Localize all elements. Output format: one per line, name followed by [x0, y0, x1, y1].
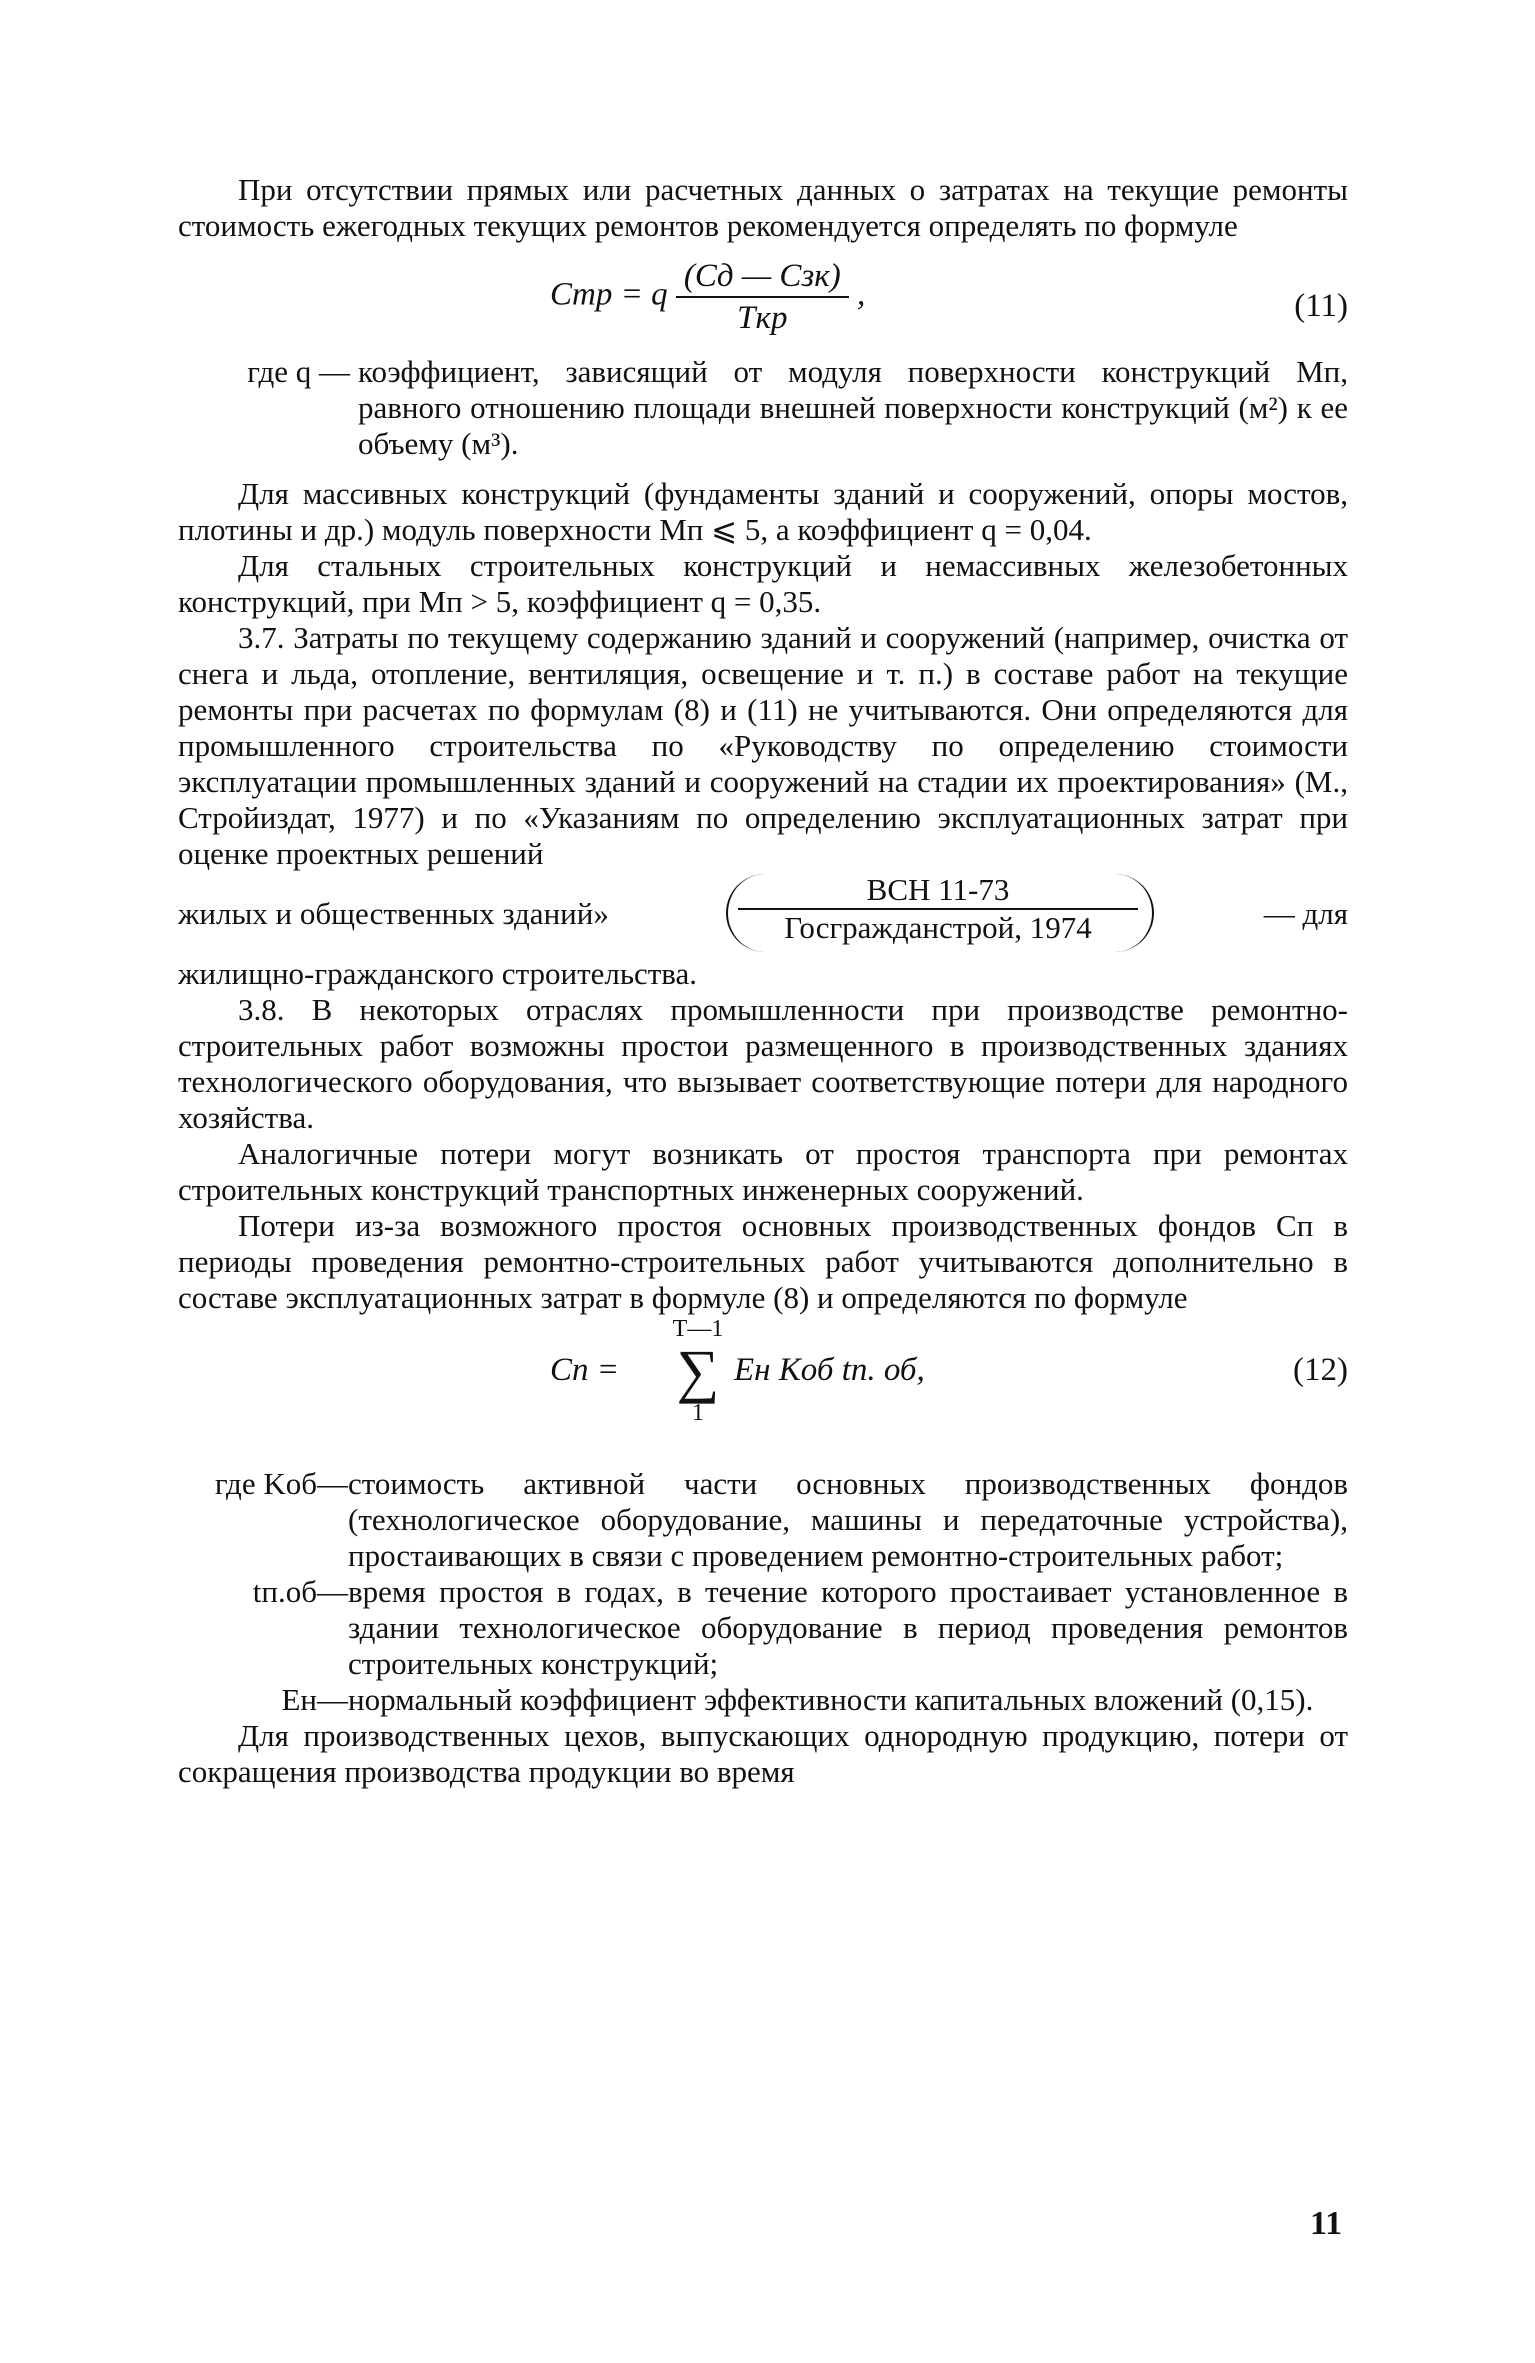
paragraph-production: Для производственных цехов, выпускающих однородную продукцию, потери от сокращения производства продукции во время	[178, 1718, 1348, 1789]
paragraph-3-7: 3.7. Затраты по текущему содержанию зданий и сооружений (например, очистка от снега и льда, отопление, вентиляция, освещение и т. п.) в составе работ на текущие ремонты при расчетах по формулам (8) и (11) не учитываются. Они определяются для промышленного строительства по «Руководству по определению стоимости эксплуатации промышленных зданий и сооружений на стадии их проектирования» (М., Стройиздат, 1977) и по «Указаниям по определению эксплуатационных затрат при оценке проектных решений	[178, 620, 1348, 871]
where-1-label: где q —	[247, 354, 350, 389]
formula-12	[178, 1316, 1348, 1466]
formula-11	[178, 244, 1348, 354]
formula-11-tail: ,	[856, 276, 866, 313]
formula-11-denominator: Tкр	[737, 300, 788, 336]
formula-12-number: (12)	[1293, 1352, 1348, 1388]
where-2-desc-0: стоимость активной части основных производственных фондов (технологическое оборудование, машины и передаточные устройства), простаивающих в связи с проведением ремонтно-строительных работ;	[348, 1466, 1348, 1573]
where-2-label-2: Eн—	[281, 1682, 348, 1717]
where-1-desc: коэффициент, зависящий от модуля поверхности конструкций Mп, равного отношению площади внешней поверхности конструкций (м²) к ее объему (м³).	[358, 354, 1348, 461]
formula-12-upper: T—1	[672, 1316, 724, 1342]
formula-12-lhs: Cп =	[550, 1352, 620, 1388]
where-2-desc-2: нормальный коэффициент эффективности капитальных вложений (0,15).	[348, 1682, 1314, 1717]
paragraph-transport: Аналогичные потери могут возникать от простоя транспорта при ремонтах строительных конструкций транспортных инженерных сооружений.	[178, 1136, 1348, 1207]
ref-left-text: жилых и общественных зданий»	[178, 896, 609, 931]
formula-12-sum	[668, 1316, 728, 1426]
ref-right-text: — для	[1263, 896, 1348, 931]
paragraph-losses: Потери из-за возможного простоя основных производственных фондов Cп в периоды проведения ремонтно-строительных работ учитываются дополнительно в составе эксплуатационных затрат в формуле (8) и определяются по формуле	[178, 1208, 1348, 1315]
formula-12-body: Eн Kоб tп. об,	[734, 1352, 925, 1388]
paragraph-steel: Для стальных строительных конструкций и немассивных железобетонных конструкций, при Mп > 5, коэффициент q = 0,35.	[178, 548, 1348, 619]
ref-fraction-bottom: Госгражданстрой, 1974	[784, 910, 1092, 945]
formula-11-lhs: Cтр = q	[550, 276, 668, 313]
where-block-1	[178, 354, 1348, 462]
reference-fraction-line	[178, 872, 1348, 956]
ref-fraction	[738, 872, 1138, 946]
paragraph-intro: При отсутствии прямых или расчетных данных о затратах на текущие ремонты стоимость ежегодных текущих ремонтов рекомендуется определять по формуле	[178, 172, 1348, 243]
paragraph-3-8: 3.8. В некоторых отраслях промышленности при производстве ремонтно-строительных работ возможны простои размещенного в производственных зданиях технологического оборудования, что вызывает соответствующие потери для народного хозяйства.	[178, 992, 1348, 1135]
where-block-2	[178, 1466, 1348, 1718]
formula-11-number: (11)	[1294, 288, 1348, 324]
sigma-symbol: ∑	[676, 1338, 720, 1404]
page-number: 11	[1310, 2205, 1343, 2242]
where-2-desc-1: время простоя в годах, в течение которого простаивает установленное в здании технологическое оборудование в период проведения ремонтов строительных конструкций;	[348, 1574, 1348, 1681]
where-2-label-1: tп.об—	[252, 1574, 348, 1609]
paragraph-massive: Для массивных конструкций (фундаменты зданий и сооружений, опоры мостов, плотины и др.) модуль поверхности Mп ⩽ 5, а коэффициент q = 0,04.	[178, 476, 1348, 547]
formula-11-fraction	[676, 258, 849, 336]
where-2-label-0: где Kоб—	[214, 1466, 348, 1501]
paragraph-3-7-end: жилищно-гражданского строительства.	[178, 956, 698, 991]
formula-11-numerator: (Cд — Cзк)	[676, 258, 849, 298]
page-body	[178, 172, 1348, 1790]
ref-fraction-top: ВСН 11-73	[738, 872, 1138, 910]
formula-12-lower: 1	[692, 1400, 704, 1426]
